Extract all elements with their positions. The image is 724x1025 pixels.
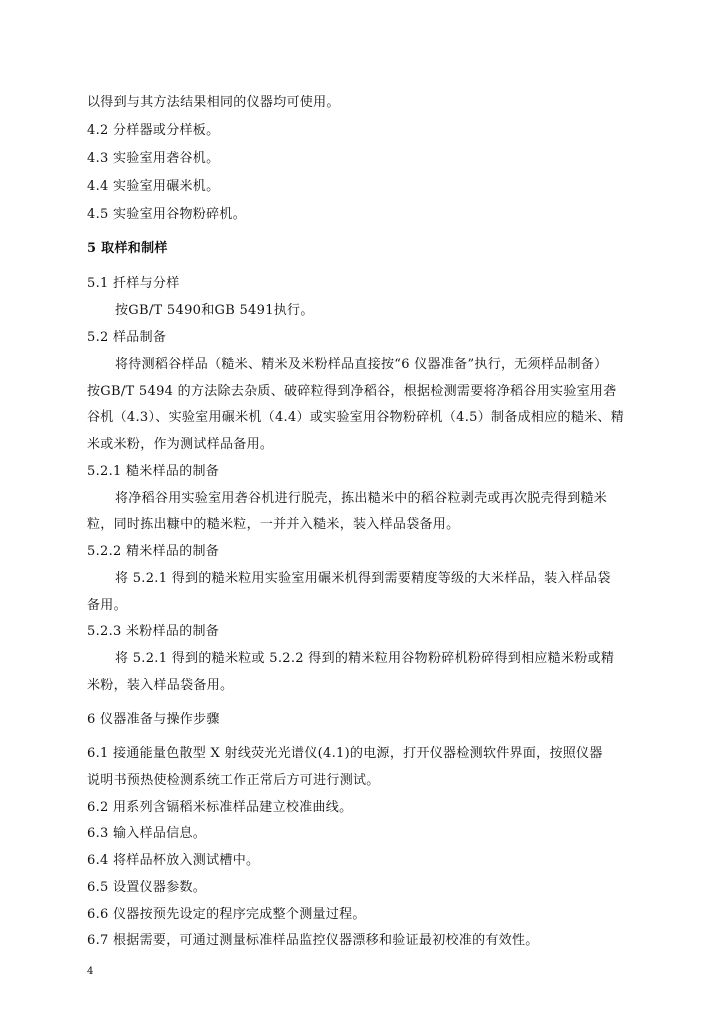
paragraph-line: 将 5.2.1 得到的糙米粒或 5.2.2 得到的精米粒用谷物粉碎机粉碎得到相应糙米粉或精	[115, 651, 615, 666]
paragraph-line: 备用。	[87, 598, 127, 613]
step-item: 6.1 接通能量色散型 X 射线荧光光谱仪(4.1)的电源，打开仪器检测软件界面，按照仪器	[87, 746, 603, 761]
list-item: 4.3 实验室用砻谷机。	[87, 151, 220, 166]
paragraph-line: 粒，同时拣出糠中的糙米粒，一并并入糙米，装入样品袋备用。	[87, 517, 460, 532]
paragraph-line: 将 5.2.1 得到的糙米粒用实验室用碾米机得到需要精度等级的大米样品，装入样品袋	[115, 571, 611, 586]
step-item: 6.2 用系列含镉稻米标准样品建立校准曲线。	[87, 800, 353, 815]
step-item: 6.3 输入样品信息。	[87, 826, 207, 841]
section-heading: 5 取样和制样	[87, 241, 168, 256]
step-item: 6.7 根据需要，可通过测量标准样品监控仪器漂移和验证最初校准的有效性。	[87, 933, 539, 948]
paragraph-line: 说明书预热使检测系统工作正常后方可进行测试。	[87, 773, 380, 788]
paragraph-line: 按GB/T 5490和GB 5491执行。	[115, 303, 314, 318]
step-item: 6.4 将样品杯放入测试槽中。	[87, 853, 260, 868]
subsection-heading: 5.2.3 米粉样品的制备	[87, 624, 220, 639]
paragraph-line: 将待测稻谷样品（糙米、精米及米粉样品直接按“6 仪器准备”执行，无须样品制备）	[115, 357, 608, 372]
step-item: 6.5 设置仪器参数。	[87, 880, 207, 895]
list-item: 4.5 实验室用谷物粉碎机。	[87, 207, 247, 222]
subsection-heading: 5.2.2 精米样品的制备	[87, 544, 220, 559]
list-item: 4.2 分样器或分样板。	[87, 123, 220, 138]
subsection-heading: 5.1 扦样与分样	[87, 276, 180, 291]
list-item: 4.4 实验室用碾米机。	[87, 179, 220, 194]
page-number: 4	[87, 966, 94, 977]
section-heading: 6 仪器准备与操作步骤	[87, 712, 220, 727]
step-item: 6.6 仪器按预先设定的程序完成整个测量过程。	[87, 907, 366, 922]
text-line: 以得到与其方法结果相同的仪器均可使用。	[87, 95, 340, 110]
paragraph-line: 谷机（4.3）、实验室用碾米机（4.4）或实验室用谷物粉碎机（4.5）制备成相应的糙米、精	[87, 410, 625, 425]
paragraph-line: 米粉，装入样品袋备用。	[87, 678, 234, 693]
paragraph-line: 米或米粉，作为测试样品备用。	[87, 437, 274, 452]
paragraph-line: 按GB/T 5494 的方法除去杂质、破碎粒得到净稻谷，根据检测需要将净稻谷用实验室用砻	[87, 384, 617, 399]
subsection-heading: 5.2 样品制备	[87, 330, 167, 345]
subsection-heading: 5.2.1 糙米样品的制备	[87, 464, 220, 479]
paragraph-line: 将净稻谷用实验室用砻谷机进行脱壳，拣出糙米中的稻谷粒剥壳或再次脱壳得到糙米	[115, 491, 608, 506]
